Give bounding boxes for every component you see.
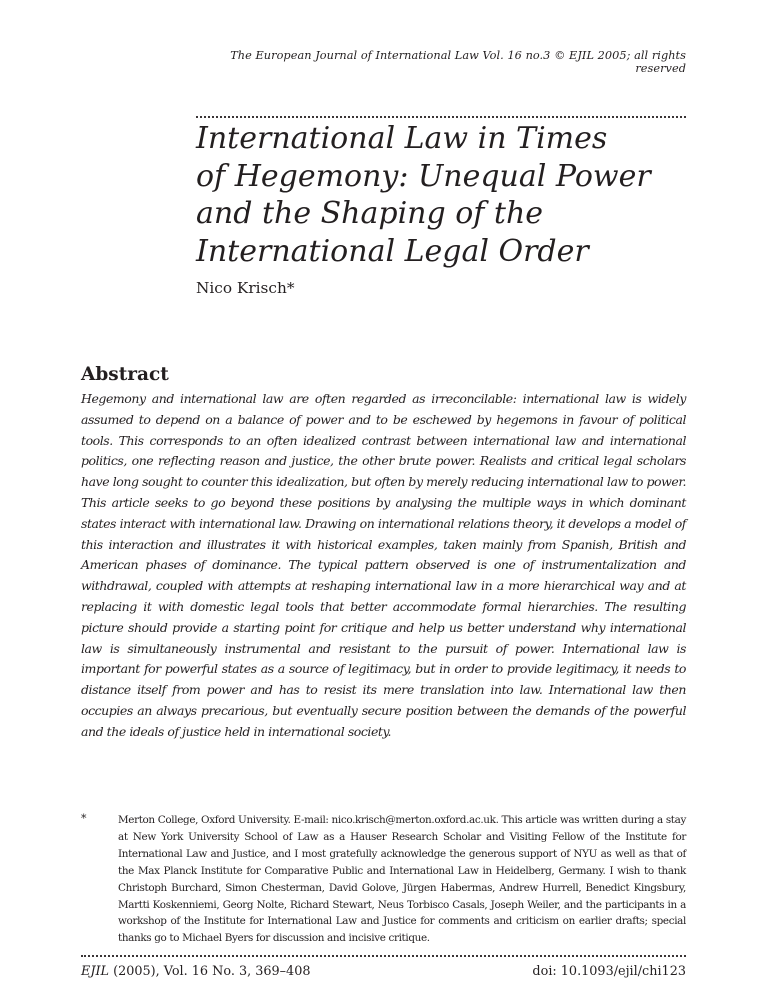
footer-citation-details: (2005), Vol. 16 No. 3, 369–408 — [109, 964, 311, 979]
footer-journal-abbrev: EJIL — [81, 964, 110, 979]
title-line: International Law in Times — [196, 121, 608, 156]
footer-doi: doi: 10.1093/ejil/chi123 — [532, 964, 686, 979]
article-title — [196, 120, 696, 270]
title-line: International Legal Order — [196, 233, 589, 269]
footer-dotted-rule — [81, 955, 686, 957]
author-name: Nico Krisch* — [196, 279, 295, 297]
title-line: of Hegemony: Unequal Power — [196, 158, 651, 194]
abstract-heading: Abstract — [81, 364, 169, 385]
footnote-text: Merton College, Oxford University. E-mail: nico.krisch@merton.oxford.ac.uk. This article was written during a stay at New York University School of Law as a Hauser Research Scholar and Visiting Fellow of the Institute for International Law and Justice, and I most gratefully acknowledge the generous support of NYU as well as that of the Max Planck Institute for Comparative Public and International Law in Heidelberg, Germany. I wish to thank Christoph Burchard, Simon Chesterman, David Golove, Jürgen Habermas, Andrew Hurrell, Benedict Kingsbury, Martti Koskenniemi, Georg Nolte, Richard Stewart, Neus Torbisco Casals, Joseph Weiler, and the participants in a workshop of the Institute for International Law and Justice for comments and criticism on earlier drafts; special thanks go to Michael Byers for discussion and incisive critique. — [118, 814, 686, 945]
journal-header: The European Journal of International Law Vol. 16 no.3 © EJIL 2005; all rights reserved — [230, 49, 686, 75]
footer-citation — [81, 964, 310, 979]
title-top-dotted-rule — [196, 116, 686, 118]
title-line: and the Shaping of the — [196, 196, 544, 231]
footnote-marker: * — [81, 812, 87, 825]
abstract-text: Hegemony and international law are often regarded as irreconcilable: international law is widely assumed to depend on a balance of power and to be eschewed by hegemons in favour of political tools. This corresponds to an often idealized contrast between international law and international politics, one reflecting reason and justice, the other brute power. Realists and critical legal scholars have long sought to counter this idealization, but often by merely reducing international law to power. This article seeks to go beyond these positions by analysing the multiple ways in which dominant states interact with international law. Drawing on international relations theory, it develops a model of this interaction and illustrates it with historical examples, taken mainly from Spanish, British and American phases of dominance. The typical pattern observed is one of instrumentalization and withdrawal, coupled with attempts at reshaping international law in a more hierarchical way and at replacing it with domestic legal tools that better accommodate formal hierarchies. The resulting picture should provide a starting point for critique and help us better understand why international law is simultaneously instrumental and resistant to the pursuit of power. International law is important for powerful states as a source of legitimacy, but in order to provide legitimacy, it needs to distance itself from power and has to resist its mere translation into law. International law then occupies an always precarious, but eventually secure position between the demands of the powerful and the ideals of justice held in international society. — [81, 391, 686, 739]
